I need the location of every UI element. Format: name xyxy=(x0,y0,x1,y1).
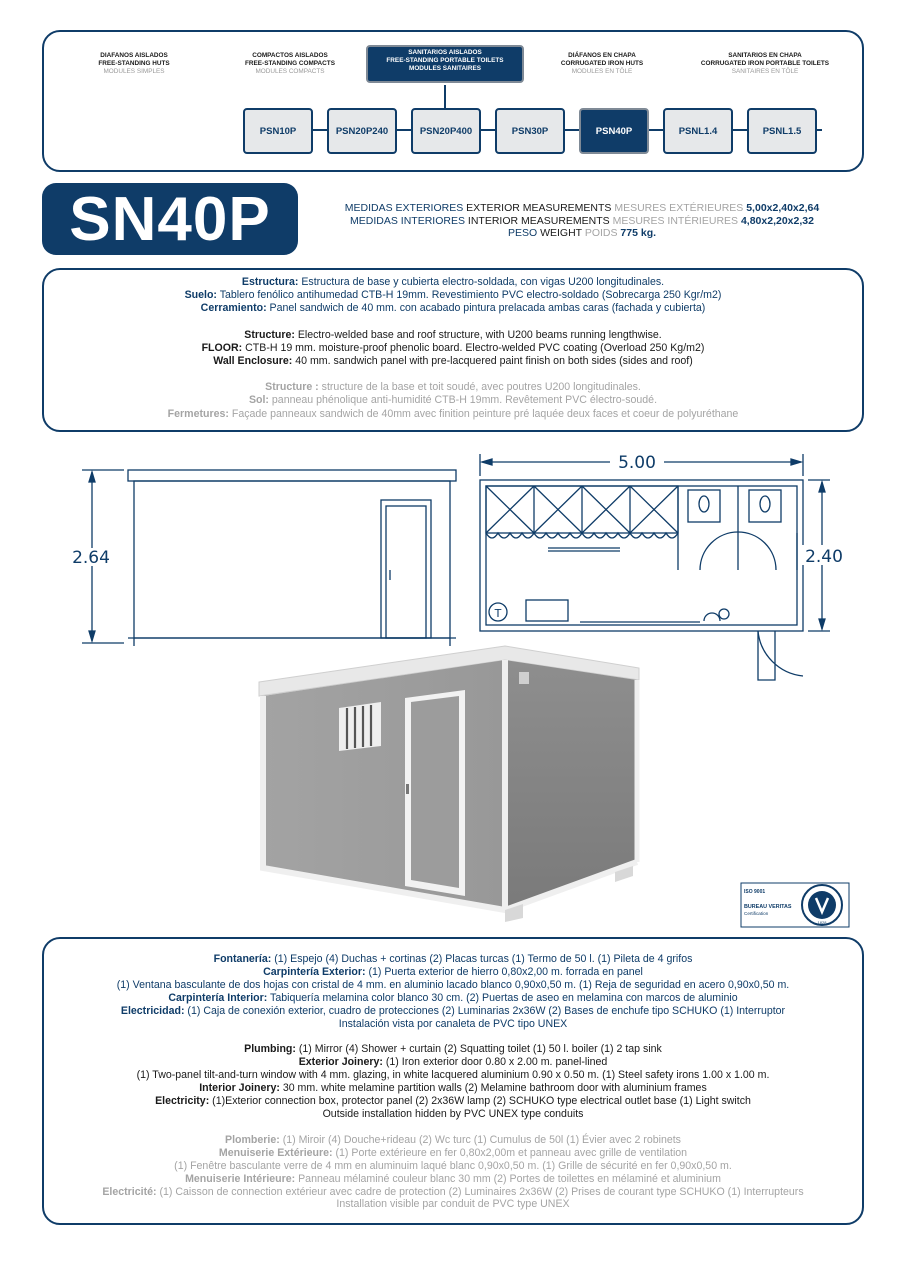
spec-label: Carpintería Interior: xyxy=(168,991,268,1004)
exterior-measures xyxy=(300,202,864,215)
desc-line xyxy=(44,302,862,315)
spec-text: (1) Fenêtre basculante verre de 4 mm en aluminuim laqué blanc 0,90x0,50 m. (1) Grille de sécurité en fer 0,90x0,50 m. xyxy=(174,1159,732,1172)
category-label: COMPACTOS AISLADOS xyxy=(252,52,328,59)
spec-label: Electricidad: xyxy=(120,1004,185,1017)
model-psn30p[interactable]: PSN30P xyxy=(495,108,565,154)
equipment-specification xyxy=(42,937,864,1225)
desc-text: Electro-welded base and roof structure, with U200 beams running lengthwise. xyxy=(294,328,662,341)
spec-text: Panneau mélaminé couleur blanc 30 mm (2) Portes de toilettes en mélaminé et aluminium xyxy=(295,1172,721,1185)
desc-label: Fermetures: xyxy=(167,407,229,420)
desc-text: Tablero fenólico antihumedad CTB-H 19mm. Revestimiento PVC electro-soldado (Sobrecarga 250 Kgr/m2) xyxy=(216,289,722,302)
certification-logo xyxy=(740,878,850,928)
seal-year: 1828 xyxy=(817,920,827,925)
category-label: CORRUGATED IRON PORTABLE TOILETS xyxy=(700,60,830,67)
connector-line xyxy=(444,85,446,108)
construction-description xyxy=(42,268,864,432)
product-photo xyxy=(255,640,645,925)
label-fr: MESURES EXTÉRIEURES xyxy=(614,202,744,214)
spec-line xyxy=(44,1186,862,1199)
spec-label: Exterior Joinery: xyxy=(298,1056,383,1069)
interior-measures xyxy=(300,215,864,228)
spec-line xyxy=(44,953,862,966)
product-navigation xyxy=(42,30,864,172)
desc-line xyxy=(44,394,862,407)
category-label: MODULES EN TÔLE xyxy=(571,68,633,75)
spec-line xyxy=(44,1043,862,1056)
category-label: FREE-STANDING HUTS xyxy=(98,60,170,67)
category-label: SANITARIOS EN CHAPA xyxy=(728,52,802,59)
desc-label: Sol: xyxy=(248,394,269,407)
spec-line xyxy=(44,1095,862,1108)
spec-line xyxy=(44,1082,862,1095)
spec-line xyxy=(44,979,862,992)
label-fr: MESURES INTÉRIEURES xyxy=(612,214,739,227)
category-label: FREE-STANDING COMPACTS xyxy=(245,60,335,67)
desc-text: Façade panneaux sandwich de 40mm avec finition peinture pré laquée deux faces et coeur de polyuréthane xyxy=(228,407,739,420)
label-es: MEDIDAS EXTERIORES xyxy=(344,202,464,214)
label-en: EXTERIOR MEASUREMENTS xyxy=(466,202,612,214)
spec-text: Instalación vista por canaleta de PVC tipo UNEX xyxy=(338,1017,568,1030)
spec-text: (1) Ventana basculante de dos hojas con cristal de 4 mm. en aluminio lacado blanco 0,90x0,50 m. (1) Reja de seguridad en acero 0,90x0,50 m. xyxy=(116,978,790,991)
spec-line xyxy=(44,1160,862,1173)
measurements xyxy=(300,202,864,240)
desc-label: Wall Enclosure: xyxy=(213,355,293,368)
label-es: MEDIDAS INTERIORES xyxy=(350,214,465,227)
desc-text: CTB-H 19 mm. moisture-proof phenolic board. Electro-welded PVC coating (Overload 250 Kg/m2) xyxy=(242,341,705,354)
spec-text: Tabiquería melamina color blanco 30 cm. (2) Puertas de aseo en melamina con marcos de aluminio xyxy=(267,991,738,1004)
label-en: INTERIOR MEASUREMENTS xyxy=(467,214,610,227)
category-corrugated-toilets[interactable] xyxy=(680,52,850,76)
spec-label: Electricité: xyxy=(102,1185,157,1198)
boiler-symbol: T xyxy=(494,607,502,620)
desc-line xyxy=(44,342,862,355)
spec-text: (1) Miroir (4) Douche+rideau (2) Wc turc (1) Cumulus de 50l (1) Évier avec 2 robinets xyxy=(279,1133,681,1146)
desc-text: panneau phénolique anti-humidité CTB-H 19mm. Revêtement PVC électro-soudé. xyxy=(268,394,658,407)
exterior-value: 5,00x2,40x2,64 xyxy=(746,202,820,214)
spec-text: (1) Iron exterior door 0.80 x 2.00 m. panel-lined xyxy=(382,1056,608,1069)
model-psn20p400[interactable]: PSN20P400 xyxy=(411,108,481,154)
spec-text: (1) Porte extérieure en fer 0,80x2,00m et panneau avec grille de ventilation xyxy=(332,1146,688,1159)
interior-value: 4,80x2,20x2,32 xyxy=(740,214,814,227)
spec-text: Outside installation hidden by PVC UNEX type conduits xyxy=(322,1107,584,1120)
label-fr: POIDS xyxy=(584,227,618,239)
spec-line xyxy=(44,1018,862,1031)
spec-label: Fontanería: xyxy=(213,953,272,965)
category-label: MODULES SIMPLES xyxy=(103,68,165,75)
category-label: FREE-STANDING PORTABLE TOILETS xyxy=(386,57,504,64)
spec-line xyxy=(44,1147,862,1160)
desc-line xyxy=(44,408,862,421)
spec-line xyxy=(44,966,862,979)
spec-line xyxy=(44,1069,862,1082)
desc-label: Suelo: xyxy=(184,289,217,302)
iso-label: ISO 9001 xyxy=(744,889,766,895)
cert-sub: Certification xyxy=(744,911,769,916)
spec-line xyxy=(44,1198,862,1211)
category-label: DIAFANOS AISLADOS xyxy=(100,52,168,59)
spec-label: Interior Joinery: xyxy=(199,1082,280,1095)
model-psnl1-4[interactable]: PSNL1.4 xyxy=(663,108,733,154)
category-label: SANITAIRES EN TÔLE xyxy=(731,68,799,75)
desc-label: Structure : xyxy=(265,381,319,394)
spec-text: (1) Two-panel tilt-and-turn window with 4 mm. glazing, in white lacquered aluminium 0.90 x 0.50 m. (1) Steel safety irons 1.00 x 1.00 m. xyxy=(136,1069,770,1082)
category-label: DIÁFANOS EN CHAPA xyxy=(568,52,636,59)
desc-text: 40 mm. sandwich panel with pre-lacquered paint finish on both sides (sides and roof) xyxy=(292,355,693,368)
spec-text: (1) Caja de conexión exterior, cuadro de protecciones (2) Luminarias 2x36W (2) Bases de enchufe tipo SCHUKO (1) Interruptor xyxy=(184,1004,786,1017)
desc-label: Structure: xyxy=(244,328,295,341)
width-dimension: 2.40 xyxy=(805,547,843,567)
category-corrugated-huts[interactable] xyxy=(532,52,672,76)
weight xyxy=(300,227,864,240)
spec-line xyxy=(44,1134,862,1147)
desc-text: structure de la base et toit soudé, avec poutres U200 longitudinales. xyxy=(318,381,641,394)
desc-line xyxy=(44,329,862,342)
spec-line xyxy=(44,1056,862,1069)
spec-text: (1) Mirror (4) Shower + curtain (2) Squatting toilet (1) 50 l. boiler (1) 2 tap sink xyxy=(295,1043,662,1056)
spec-label: Menuiserie Intérieure: xyxy=(185,1172,296,1185)
spec-line xyxy=(44,1173,862,1186)
model-psn40p[interactable]: PSN40P xyxy=(579,108,649,154)
spec-label: Carpintería Exterior: xyxy=(263,965,366,978)
height-dimension: 2.64 xyxy=(72,548,110,568)
desc-label: FLOOR: xyxy=(201,341,243,354)
desc-text: Panel sandwich de 40 mm. con acabado pintura prelacada ambas caras (fachada y cubierta) xyxy=(266,302,706,315)
weight-value: 775 kg. xyxy=(620,227,657,239)
model-psn10p[interactable]: PSN10P xyxy=(243,108,313,154)
spec-text: Installation visible par conduit de PVC type UNEX xyxy=(336,1198,570,1211)
spec-label: Plomberie: xyxy=(225,1133,280,1146)
spec-line xyxy=(44,992,862,1005)
desc-line xyxy=(44,289,862,302)
spec-line xyxy=(44,1005,862,1018)
category-label: CORRUGATED IRON HUTS xyxy=(560,60,644,67)
spec-label: Electricity: xyxy=(155,1095,210,1108)
model-psnl1-5[interactable]: PSNL1.5 xyxy=(747,108,817,154)
category-label: SANITARIOS AISLADOS xyxy=(408,49,482,56)
category-free-standing-compacts[interactable] xyxy=(220,52,360,76)
category-free-standing-huts[interactable] xyxy=(64,52,204,76)
window xyxy=(339,702,381,751)
category-label: MODULES SANITAIRES xyxy=(409,65,481,72)
category-portable-toilets[interactable] xyxy=(366,45,524,83)
spec-text: 30 mm. white melamine partition walls (2) Melamine bathroom door with aluminium frames xyxy=(279,1082,707,1095)
desc-line xyxy=(44,355,862,368)
spec-line xyxy=(44,1108,862,1121)
desc-text: Estructura de base y cubierta electro-soldada, con vigas U200 longitudinales. xyxy=(298,276,665,288)
desc-label: Cerramiento: xyxy=(200,302,267,315)
spec-label: Plumbing: xyxy=(244,1043,296,1056)
desc-line xyxy=(44,276,862,289)
spec-text: (1) Puerta exterior de hierro 0,80x2,00 m. forrada en panel xyxy=(365,965,643,978)
desc-line xyxy=(44,381,862,394)
label-en: WEIGHT xyxy=(540,227,582,239)
spec-label: Menuiserie Extérieure: xyxy=(218,1146,333,1159)
label-es: PESO xyxy=(507,227,538,239)
elevation-drawing xyxy=(82,470,456,646)
category-label: MODULES COMPACTS xyxy=(255,68,325,75)
model-psn20p240[interactable]: PSN20P240 xyxy=(327,108,397,154)
desc-label: Estructura: xyxy=(241,276,299,288)
org-label: BUREAU VERITAS xyxy=(744,904,792,910)
spec-text: (1) Caisson de connection extérieur avec cadre de protection (2) Luminaires 2x36W (2) Prises de courant type SCHUKO (1) Interrupteurs xyxy=(156,1185,804,1198)
spec-text: (1) Espejo (4) Duchas + cortinas (2) Placas turcas (1) Termo de 50 l. (1) Pileta de 4 grifos xyxy=(271,953,693,965)
length-dimension: 5.00 xyxy=(618,453,656,473)
page-title: SN40P xyxy=(42,183,298,255)
spec-text: (1)Exterior connection box, protector panel (2) 2x36W lamp (2) SCHUKO type electrical outlet base (1) Light switch xyxy=(209,1095,751,1108)
